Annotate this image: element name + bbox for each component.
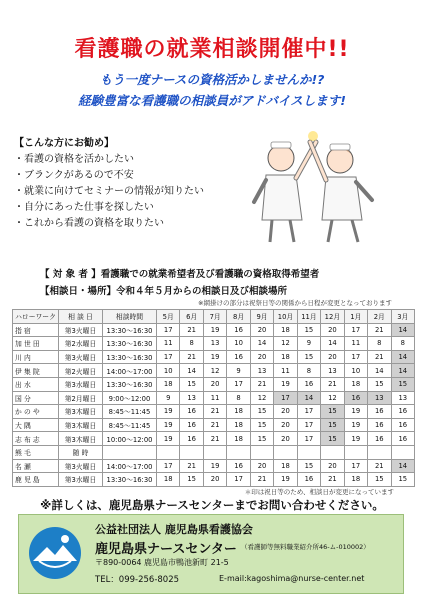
- table-header-cell: 相 談 日: [59, 310, 103, 324]
- table-cell: 13: [203, 337, 226, 351]
- table-header-cell: 10月: [274, 310, 297, 324]
- table-cell: 13: [321, 364, 344, 378]
- table-cell: 17: [344, 323, 367, 337]
- page-title: 看護職の就業相談開催中!!: [74, 37, 350, 62]
- table-cell: 17: [157, 323, 180, 337]
- table-cell: 14: [180, 364, 203, 378]
- table-cell: 21: [250, 377, 273, 391]
- table-cell: 20: [274, 405, 297, 419]
- table-cell: 10: [344, 364, 367, 378]
- table-cell: 20: [250, 459, 273, 473]
- table-cell: 16: [391, 405, 414, 419]
- table-cell: 13:30〜16:30: [103, 377, 157, 391]
- table-cell: 19: [274, 377, 297, 391]
- table-cell: 18: [274, 459, 297, 473]
- table-cell: 14: [391, 459, 414, 473]
- table-row: [13, 377, 415, 391]
- recommend-list: [14, 136, 204, 232]
- table-cell: 名 瀬: [13, 459, 59, 473]
- table-cell: [368, 445, 391, 459]
- table-cell: 11: [157, 337, 180, 351]
- table-cell: か の や: [13, 405, 59, 419]
- table-header-cell: 9月: [250, 310, 273, 324]
- recommend-item: ・就業に向けてセミナーの情報が知りたい: [14, 186, 204, 197]
- table-cell: 16: [368, 405, 391, 419]
- table-header-cell: 3月: [391, 310, 414, 324]
- table-cell: 19: [157, 418, 180, 432]
- table-cell: 16: [391, 432, 414, 446]
- table-cell: 第2月曜日: [59, 391, 103, 405]
- table-cell: 16: [227, 323, 250, 337]
- table-cell: 21: [203, 432, 226, 446]
- table-cell: 第3火曜日: [59, 323, 103, 337]
- table-cell: 17: [297, 418, 320, 432]
- table-header-cell: 12月: [321, 310, 344, 324]
- table-cell: 18: [157, 473, 180, 487]
- phone-number: TEL：099-256-8025: [95, 575, 180, 585]
- table-cell: 16: [391, 418, 414, 432]
- table-cell: 第3水曜日: [59, 473, 103, 487]
- center-name: 鹿児島県ナースセンター: [95, 542, 237, 557]
- table-cell: 8:45〜11:45: [103, 405, 157, 419]
- table-cell: 16: [368, 418, 391, 432]
- table-cell: 13:30〜16:30: [103, 323, 157, 337]
- table-cell: 13:30〜16:30: [103, 337, 157, 351]
- table-cell: 8: [227, 391, 250, 405]
- table-row: [13, 459, 415, 473]
- table-cell: 15: [297, 459, 320, 473]
- table-cell: 13: [391, 391, 414, 405]
- table-cell: 第2火曜日: [59, 364, 103, 378]
- table-cell: 大 隅: [13, 418, 59, 432]
- table-cell: 18: [274, 350, 297, 364]
- table-cell: 13: [180, 391, 203, 405]
- table-cell: 20: [250, 350, 273, 364]
- table-row: [13, 350, 415, 364]
- table-cell: 15: [297, 350, 320, 364]
- table-cell: 21: [180, 459, 203, 473]
- recommend-item: ・自分にあった仕事を探したい: [14, 202, 154, 213]
- table-header-cell: 6月: [180, 310, 203, 324]
- table-cell: 18: [274, 323, 297, 337]
- table-cell: 21: [321, 377, 344, 391]
- table-cell: 17: [344, 459, 367, 473]
- table-cell: 11: [344, 337, 367, 351]
- table-cell: 14: [391, 350, 414, 364]
- subtitle-2: 経験豊富な看護職の相談員がアドバイスします!: [78, 93, 346, 108]
- org-name: 公益社団法人 鹿児島県看護協会: [95, 523, 253, 536]
- table-cell: 21: [250, 473, 273, 487]
- table-header-cell: ハローワーク: [13, 310, 59, 324]
- recommend-heading: 【こんな方にお勧め】: [14, 138, 114, 149]
- table-cell: 15: [250, 405, 273, 419]
- table-cell: 14: [297, 391, 320, 405]
- table-cell: 19: [344, 418, 367, 432]
- table-cell: 16: [344, 391, 367, 405]
- table-cell: 20: [321, 350, 344, 364]
- table-cell: 20: [321, 459, 344, 473]
- table-cell: 19: [344, 405, 367, 419]
- table-cell: 21: [180, 323, 203, 337]
- table-header-cell: 8月: [227, 310, 250, 324]
- table-cell: 加 世 田: [13, 337, 59, 351]
- nursing-association-logo: [27, 525, 83, 581]
- table-cell: 14:00〜17:00: [103, 459, 157, 473]
- table-cell: 10: [227, 337, 250, 351]
- table-cell: [103, 445, 157, 459]
- table-cell: 21: [180, 350, 203, 364]
- table-header-cell: 相談時間: [103, 310, 157, 324]
- table-cell: 14: [391, 323, 414, 337]
- table-cell: 志 布 志: [13, 432, 59, 446]
- table-cell: 19: [157, 432, 180, 446]
- table-cell: [297, 445, 320, 459]
- table-cell: [391, 445, 414, 459]
- table-row: [13, 445, 415, 459]
- recommend-item: ・ブランクがあるので不安: [14, 170, 134, 181]
- note-bottom: ＊印は祝日等のため、相談日が変更になっています: [244, 488, 394, 496]
- table-row: [13, 418, 415, 432]
- table-cell: 8: [368, 337, 391, 351]
- table-cell: 川 内: [13, 350, 59, 364]
- table-cell: 17: [157, 350, 180, 364]
- table-cell: 9: [227, 364, 250, 378]
- table-cell: 12: [274, 337, 297, 351]
- table-cell: 14: [250, 337, 273, 351]
- table-cell: 11: [203, 391, 226, 405]
- table-row: [13, 473, 415, 487]
- table-cell: 10:00〜12:00: [103, 432, 157, 446]
- table-cell: 随 時: [59, 445, 103, 459]
- table-cell: 第3木曜日: [59, 432, 103, 446]
- table-cell: 18: [157, 377, 180, 391]
- table-cell: 17: [227, 377, 250, 391]
- recommend-item: ・看護の資格を活かしたい: [14, 154, 134, 165]
- table-header-cell: 5月: [157, 310, 180, 324]
- table-cell: 16: [297, 473, 320, 487]
- table-cell: 16: [297, 377, 320, 391]
- recommend-item: ・これから看護の資格を取りたい: [14, 218, 164, 229]
- nurses-high-five-illustration: [236, 120, 386, 250]
- table-header-cell: 2月: [368, 310, 391, 324]
- table-cell: 16: [180, 432, 203, 446]
- table-row: [13, 323, 415, 337]
- table-cell: 出 水: [13, 377, 59, 391]
- table-cell: 15: [297, 323, 320, 337]
- table-cell: 16: [227, 350, 250, 364]
- table-row: [13, 364, 415, 378]
- date-line: 【相談日・場所】令和４年５月からの相談日及び相談場所: [40, 286, 288, 297]
- table-cell: 14:00〜17:00: [103, 364, 157, 378]
- table-cell: 15: [250, 432, 273, 446]
- table-cell: 21: [203, 405, 226, 419]
- table-cell: 13: [250, 364, 273, 378]
- table-cell: 19: [203, 350, 226, 364]
- table-cell: [250, 445, 273, 459]
- table-cell: 20: [321, 323, 344, 337]
- table-cell: 8: [180, 337, 203, 351]
- table-cell: 8: [391, 337, 414, 351]
- footer-box: [18, 514, 404, 594]
- table-cell: 18: [344, 377, 367, 391]
- table-cell: 21: [321, 473, 344, 487]
- table-cell: 20: [274, 432, 297, 446]
- table-row: [13, 391, 415, 405]
- table-cell: 19: [203, 459, 226, 473]
- table-cell: 12: [203, 364, 226, 378]
- email-address[interactable]: E-mail:kagoshima@nurse-center.net: [219, 574, 365, 583]
- table-cell: 13:30〜16:30: [103, 350, 157, 364]
- table-cell: 15: [368, 473, 391, 487]
- license-number: （看護師等無料職業紹介所46-ム-010002）: [241, 543, 370, 551]
- table-cell: 14: [368, 364, 391, 378]
- table-cell: 第3火曜日: [59, 350, 103, 364]
- table-cell: 9:00〜12:00: [103, 391, 157, 405]
- table-cell: 17: [227, 473, 250, 487]
- table-cell: 第2水曜日: [59, 337, 103, 351]
- table-header-cell: 1月: [344, 310, 367, 324]
- table-cell: 8:45〜11:45: [103, 418, 157, 432]
- table-cell: 15: [180, 473, 203, 487]
- table-cell: 18: [227, 432, 250, 446]
- subtitle-1: もう一度ナースの資格活かしませんか!?: [99, 72, 325, 87]
- table-cell: 9: [157, 391, 180, 405]
- table-cell: 21: [203, 418, 226, 432]
- table-cell: [227, 445, 250, 459]
- table-header-cell: 7月: [203, 310, 226, 324]
- table-cell: 13: [368, 391, 391, 405]
- table-cell: 20: [274, 418, 297, 432]
- table-header-cell: 11月: [297, 310, 320, 324]
- table-cell: 18: [227, 418, 250, 432]
- table-cell: 19: [344, 432, 367, 446]
- table-cell: 15: [321, 418, 344, 432]
- table-cell: 12: [250, 391, 273, 405]
- table-cell: [180, 445, 203, 459]
- table-cell: 17: [274, 391, 297, 405]
- table-cell: 15: [368, 377, 391, 391]
- table-cell: 9: [297, 337, 320, 351]
- table-cell: 16: [180, 405, 203, 419]
- table-cell: 21: [368, 323, 391, 337]
- table-cell: 14: [391, 364, 414, 378]
- table-row: [13, 405, 415, 419]
- table-cell: 19: [203, 323, 226, 337]
- contact-line: ※詳しくは、鹿児島県ナースセンターまでお問い合わせください。: [40, 498, 384, 512]
- table-cell: 熊 毛: [13, 445, 59, 459]
- table-cell: 15: [391, 473, 414, 487]
- table-row: [13, 432, 415, 446]
- table-cell: 15: [321, 405, 344, 419]
- table-cell: 15: [321, 432, 344, 446]
- table-cell: 15: [391, 377, 414, 391]
- table-cell: 17: [297, 432, 320, 446]
- table-cell: 16: [368, 432, 391, 446]
- table-cell: 13:30〜16:30: [103, 473, 157, 487]
- table-cell: 国 分: [13, 391, 59, 405]
- table-row: [13, 337, 415, 351]
- table-cell: 17: [157, 459, 180, 473]
- table-cell: 11: [274, 364, 297, 378]
- table-cell: 第3木曜日: [59, 418, 103, 432]
- table-cell: 21: [368, 459, 391, 473]
- table-cell: 20: [203, 377, 226, 391]
- table-cell: 鹿 児 島: [13, 473, 59, 487]
- table-cell: 17: [297, 405, 320, 419]
- table-cell: [321, 445, 344, 459]
- table-cell: [274, 445, 297, 459]
- table-cell: 14: [321, 337, 344, 351]
- table-cell: 伊 集 院: [13, 364, 59, 378]
- table-cell: 第3火曜日: [59, 459, 103, 473]
- table-cell: 20: [203, 473, 226, 487]
- table-cell: 20: [250, 323, 273, 337]
- target-line: 【 対 象 者 】看護職での就業希望者及び看護職の資格取得希望者: [40, 269, 320, 280]
- table-cell: [344, 445, 367, 459]
- table-cell: 12: [321, 391, 344, 405]
- table-cell: 19: [157, 405, 180, 419]
- table-cell: [203, 445, 226, 459]
- table-cell: 指 宿: [13, 323, 59, 337]
- table-cell: 18: [227, 405, 250, 419]
- table-cell: 第3水曜日: [59, 377, 103, 391]
- table-cell: 17: [344, 350, 367, 364]
- table-cell: 18: [344, 473, 367, 487]
- table-cell: 8: [297, 364, 320, 378]
- table-cell: 第3木曜日: [59, 405, 103, 419]
- table-cell: 21: [368, 350, 391, 364]
- address: 〒890-0064 鹿児島市鴨池新町 21-5: [95, 558, 229, 567]
- table-cell: 16: [227, 459, 250, 473]
- table-cell: 16: [180, 418, 203, 432]
- table-body: [13, 323, 415, 486]
- note-top: ※網掛けの部分は祝祭日等の関係から日程が変更となっております: [198, 299, 392, 307]
- table-cell: 15: [180, 377, 203, 391]
- table-header-row: [13, 310, 415, 324]
- table-cell: 15: [250, 418, 273, 432]
- table-cell: 19: [274, 473, 297, 487]
- schedule-table: [12, 309, 415, 487]
- table-cell: [157, 445, 180, 459]
- table-cell: 10: [157, 364, 180, 378]
